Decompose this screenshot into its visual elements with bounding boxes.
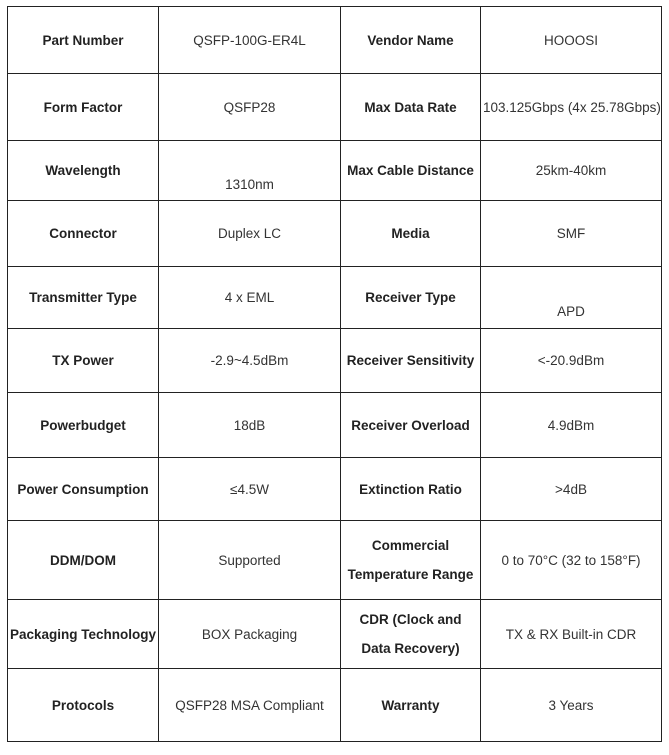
spec-label: Connector: [8, 201, 159, 267]
spec-label: Max Data Rate: [341, 74, 481, 141]
spec-value: [481, 267, 662, 329]
table-row: [8, 393, 662, 458]
spec-label: Media: [341, 201, 481, 267]
table-row: [8, 521, 662, 600]
spec-value: Duplex LC: [159, 201, 341, 267]
spec-label: Warranty: [341, 669, 481, 742]
spec-value: BOX Packaging: [159, 600, 341, 669]
spec-value: 0 to 70°C (32 to 158°F): [481, 521, 662, 600]
spec-value: 4 x EML: [159, 267, 341, 329]
spec-value: TX & RX Built-in CDR: [481, 600, 662, 669]
spec-label: Max Cable Distance: [341, 141, 481, 201]
spec-label: Power Consumption: [8, 458, 159, 521]
spec-label: Receiver Type: [341, 267, 481, 329]
spec-label: Part Number: [8, 7, 159, 74]
table-row: [8, 458, 662, 521]
spec-value: 4.9dBm: [481, 393, 662, 458]
spec-label: Transmitter Type: [8, 267, 159, 329]
spec-value: QSFP-100G-ER4L: [159, 7, 341, 74]
spec-value: 25km-40km: [481, 141, 662, 201]
spec-value: >4dB: [481, 458, 662, 521]
spec-label: TX Power: [8, 329, 159, 393]
spec-value: 3 Years: [481, 669, 662, 742]
spec-value: <-20.9dBm: [481, 329, 662, 393]
table-row: [8, 669, 662, 742]
spec-label: Vendor Name: [341, 7, 481, 74]
table-row: [8, 329, 662, 393]
spec-value: HOOOSI: [481, 7, 662, 74]
spec-label: Protocols: [8, 669, 159, 742]
spec-label: Commercial Temperature Range: [341, 521, 481, 600]
spec-label: DDM/DOM: [8, 521, 159, 600]
spec-value: SMF: [481, 201, 662, 267]
table-row: [8, 600, 662, 669]
table-row: [8, 74, 662, 141]
spec-value: Supported: [159, 521, 341, 600]
spec-label: Wavelength: [8, 141, 159, 201]
spec-value: [159, 141, 341, 201]
spec-value: 18dB: [159, 393, 341, 458]
spec-label: CDR (Clock and Data Recovery): [341, 600, 481, 669]
spec-value: QSFP28 MSA Compliant: [159, 669, 341, 742]
spec-value-text: 1310nm: [225, 177, 274, 192]
spec-value: 103.125Gbps (4x 25.78Gbps): [481, 74, 662, 141]
spec-label: Extinction Ratio: [341, 458, 481, 521]
table-row: [8, 7, 662, 74]
table-row: [8, 201, 662, 267]
spec-value: -2.9~4.5dBm: [159, 329, 341, 393]
table-row: [8, 141, 662, 201]
spec-value: QSFP28: [159, 74, 341, 141]
spec-label: Powerbudget: [8, 393, 159, 458]
table-row: [8, 267, 662, 329]
spec-label: Packaging Technology: [8, 600, 159, 669]
spec-label: Receiver Sensitivity: [341, 329, 481, 393]
spec-value: ≤4.5W: [159, 458, 341, 521]
spec-table: [7, 6, 662, 742]
spec-label: Receiver Overload: [341, 393, 481, 458]
spec-value-text: APD: [557, 304, 585, 319]
spec-label: Form Factor: [8, 74, 159, 141]
